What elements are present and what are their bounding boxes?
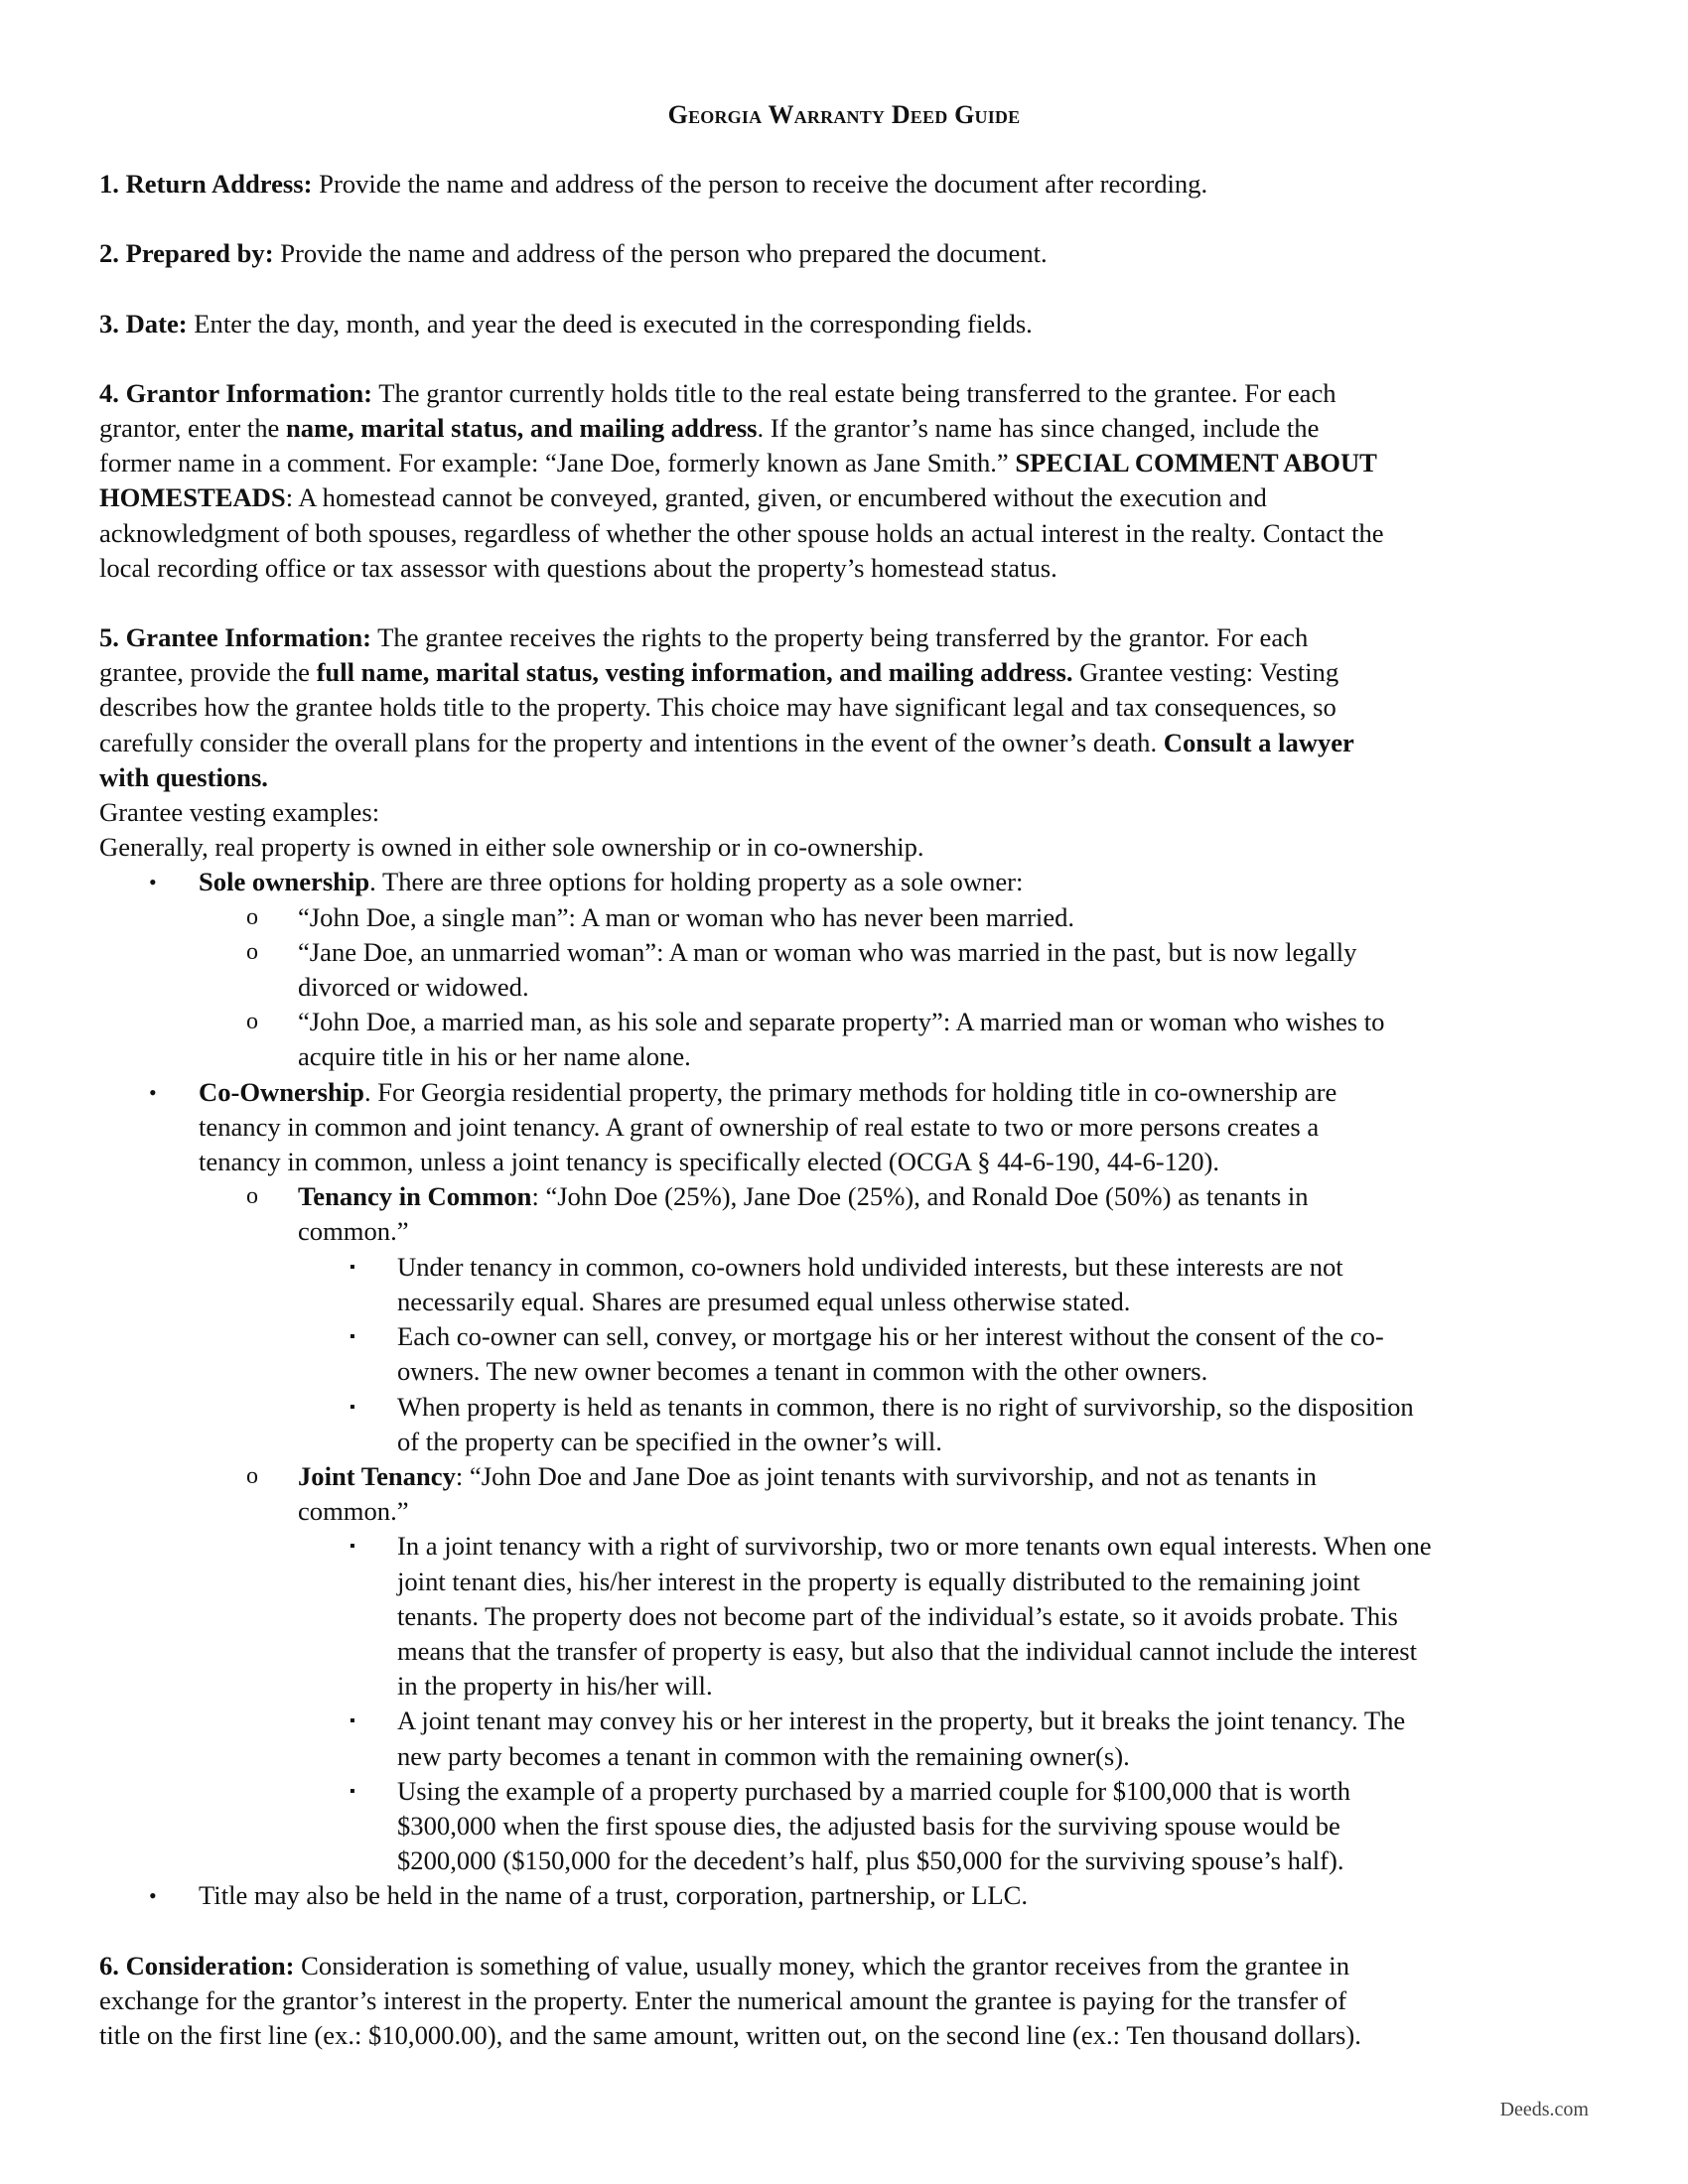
list-item-joint-tenancy: o Joint Tenancy: “John Doe and Jane Doe as joint tenants with survivorship, and not as tenants in common.” (246, 1460, 1317, 1527)
section-label: 2. Prepared by: (99, 238, 274, 269)
document-page (99, 97, 1589, 2088)
section-label: 4. Grantor Information: (99, 377, 373, 408)
list-item: ▪ A joint tenant may convey his or her interest in the property, but it breaks the joint tenancy. The new party becomes a tenant in common with the remaining owner(s). (350, 1706, 1406, 1771)
section-label: 3. Date: (99, 308, 188, 339)
section-label: 5. Grantee Information: (99, 622, 372, 653)
list-item: o “John Doe, a single man”: A man or woman who has never been married. (99, 900, 1589, 935)
bullet-circle: o (246, 903, 258, 930)
section-grantee-information: 5. Grantee Information: The grantee receives the rights to the property being transferred by the grantor. For each grantee, provide the full name, marital status, vesting information, and mailing address. Grantee vesting: Vesting describes how the grantee holds title to the property. This choice may have significant legal and tax consequences, so carefully consider the overall plans for the property and intentions in the event of the owner’s death. Consult a lawyer with questions. Grantee vesting examples: Generally, real property is owned in either sole ownership or in co-ownership. • Sole ownership. There are three options for holding property as a sole owner: o “John Doe, a single man”: A man or woman who has never been married. o “Jane Doe, an unmarried woman”: A man or woman who was married in the past, but is now legally divorced or widowed. o “John Doe, a married man, as his sole and separate property”: A married man or woman who wishes to acquire title in his or her name alone. • Co-Ownership. For Georgia residential property, the primary methods for holding title in co-ownership are tenancy in common and joint tenancy. A grant of ownership of real estate to two or more persons creates a tenancy in common, unless a joint tenancy is specifically elected (OCGA § 44-6-190, 44-6-120). o Tenancy in Common: “John Doe (25%), Jane Doe (25%), and Ronald Doe (50%) as tenants in common.” ▪ Under tenancy in common, co-owners hold undivided interests, but these interests are not necessarily equal. Shares are presumed equal unless otherwise stated. ▪ Each co-owner can sell, convey, or mortgage his or her interest without the consent of the co- owners. The new owner becomes a tenant in common with the other owners. ▪ When property is held as tenants in common, there is no right of survivorship, so the disposition of the property can be specified in the owner’s will. o Joint Tenancy: “John Doe and Jane Doe as joint tenants with survivorship, and not as tenants in common.” ▪ In a joint tenancy with a right of survivorship, two or more tenants own equal interests. When one joint tenant dies, his/her interest in the property is equally distributed to the remaining joint tenants. The property does not become part of the individual’s estate, so it avoids probate. This means that the transfer of property is easy, but also that the individual cannot include the interest in the property in his/her will. ▪ A joint tenant may convey his or her interest in the property, but it breaks the joint tenancy. The new party becomes a tenant in common with the remaining owner(s). ▪ Using the example of a property purchased by a married couple for $100,000 that is worth $300,000 when the first spouse dies, the adjusted basis for the surviving spouse would be $200,000 ($150,000 for the decedent’s half, plus $50,000 for the surviving spouse’s half). • Title may also be held in the name of a trust, corporation, partnership, or LLC. (99, 620, 1589, 1914)
section-grantor-information: 4. Grantor Information: The grantor currently holds title to the real estate being transferred to the grantee. For each grantor, enter the name, marital status, and mailing address. If the grantor’s name has since changed, include the former name in a comment. For example: “Jane Doe, formerly known as Jane Smith.” SPECIAL COMMENT ABOUT HOMESTEADS: A homestead cannot be conveyed, granted, given, or encumbered without the execution and acknowledgment of both spouses, regardless of whether the other spouse holds an actual interest in the realty. Contact the local recording office or tax assessor with questions about the property’s homestead status. (99, 377, 1384, 583)
list-item-co-ownership: • Co-Ownership. For Georgia residential property, the primary methods for holding title in co-ownership are tenancy in common and joint tenancy. A grant of ownership of real estate to two or more persons creates a tenancy in common, unless a joint tenancy is specifically elected (OCGA § 44-6-190, 44-6-120). (149, 1076, 1337, 1177)
section-date: 3. Date: Enter the day, month, and year the deed is executed in the corresponding fields. (99, 308, 1033, 339)
section-label: 6. Consideration: (99, 1950, 295, 1980)
bullet-disc: • (149, 1079, 157, 1105)
bullet-square: ▪ (350, 1258, 355, 1276)
bullet-square: ▪ (350, 1712, 355, 1730)
list-item-trust: • Title may also be held in the name of a trust, corporation, partnership, or LLC. (99, 1878, 1589, 1913)
bullet-circle: o (246, 1009, 258, 1035)
document-title: Georgia Warranty Deed Guide (667, 100, 1021, 129)
list-item: ▪ Under tenancy in common, co-owners hold undivided interests, but these interests are not necessarily equal. Shares are presumed equal unless otherwise stated. (350, 1251, 1343, 1316)
list-item: ▪ When property is held as tenants in common, there is no right of survivorship, so the disposition of the property can be specified in the owner’s will. (350, 1391, 1414, 1456)
section-consideration: 6. Consideration: Consideration is something of value, usually money, which the grantor receives from the grantee in exchange for the grantor’s interest in the property. Enter the numerical amount the grantee is paying for the transfer of title on the first line (ex.: $10,000.00), and the same amount, written out, on the second line (ex.: Ten thousand dollars). (99, 1950, 1361, 2050)
bullet-circle: o (246, 1462, 258, 1489)
list-item: ▪ In a joint tenancy with a right of survivorship, two or more tenants own equal interests. When one joint tenant dies, his/her interest in the property is equally distributed to the remaining joint tenants. The property does not become part of the individual’s estate, so it avoids probate. This means that the transfer of property is easy, but also that the individual cannot include the interest in the property in his/her will. (350, 1531, 1432, 1702)
bullet-circle: o (246, 938, 258, 965)
list-item: ▪ Each co-owner can sell, convey, or mortgage his or her interest without the consent of the co- owners. The new owner becomes a tenant in common with the other owners. (350, 1321, 1384, 1387)
bullet-square: ▪ (350, 1538, 355, 1556)
list-item-sole-ownership: • Sole ownership. There are three options for holding property as a sole owner: (99, 865, 1589, 899)
list-item: ▪ Using the example of a property purchased by a married couple for $100,000 that is worth $300,000 when the first spouse dies, the adjusted basis for the surviving spouse would be $200,000 ($150,000 for the decedent’s half, plus $50,000 for the surviving spouse’s half). (350, 1775, 1351, 1876)
bullet-square: ▪ (350, 1398, 355, 1416)
bullet-disc: • (149, 870, 157, 895)
section-prepared-by: 2. Prepared by: Provide the name and address of the person who prepared the document. (99, 238, 1048, 269)
section-label: 1. Return Address: (99, 169, 313, 200)
section-return-address: 1. Return Address: Provide the name and address of the person to receive the document after recording. (99, 169, 1208, 200)
bullet-square: ▪ (350, 1328, 355, 1346)
footer-brand: Deeds.com (1499, 2099, 1589, 2120)
bullet-disc: • (149, 1883, 157, 1909)
list-item: o “John Doe, a married man, as his sole and separate property”: A married man or woman who wishes to acquire title in his or her name alone. (246, 1007, 1385, 1072)
list-item: o “Jane Doe, an unmarried woman”: A man or woman who was married in the past, but is now legally divorced or widowed. (246, 936, 1357, 1003)
bullet-circle: o (246, 1183, 258, 1210)
list-item-tenancy-in-common: o Tenancy in Common: “John Doe (25%), Jane Doe (25%), and Ronald Doe (50%) as tenants in common.” (246, 1181, 1309, 1247)
bullet-square: ▪ (350, 1782, 355, 1800)
